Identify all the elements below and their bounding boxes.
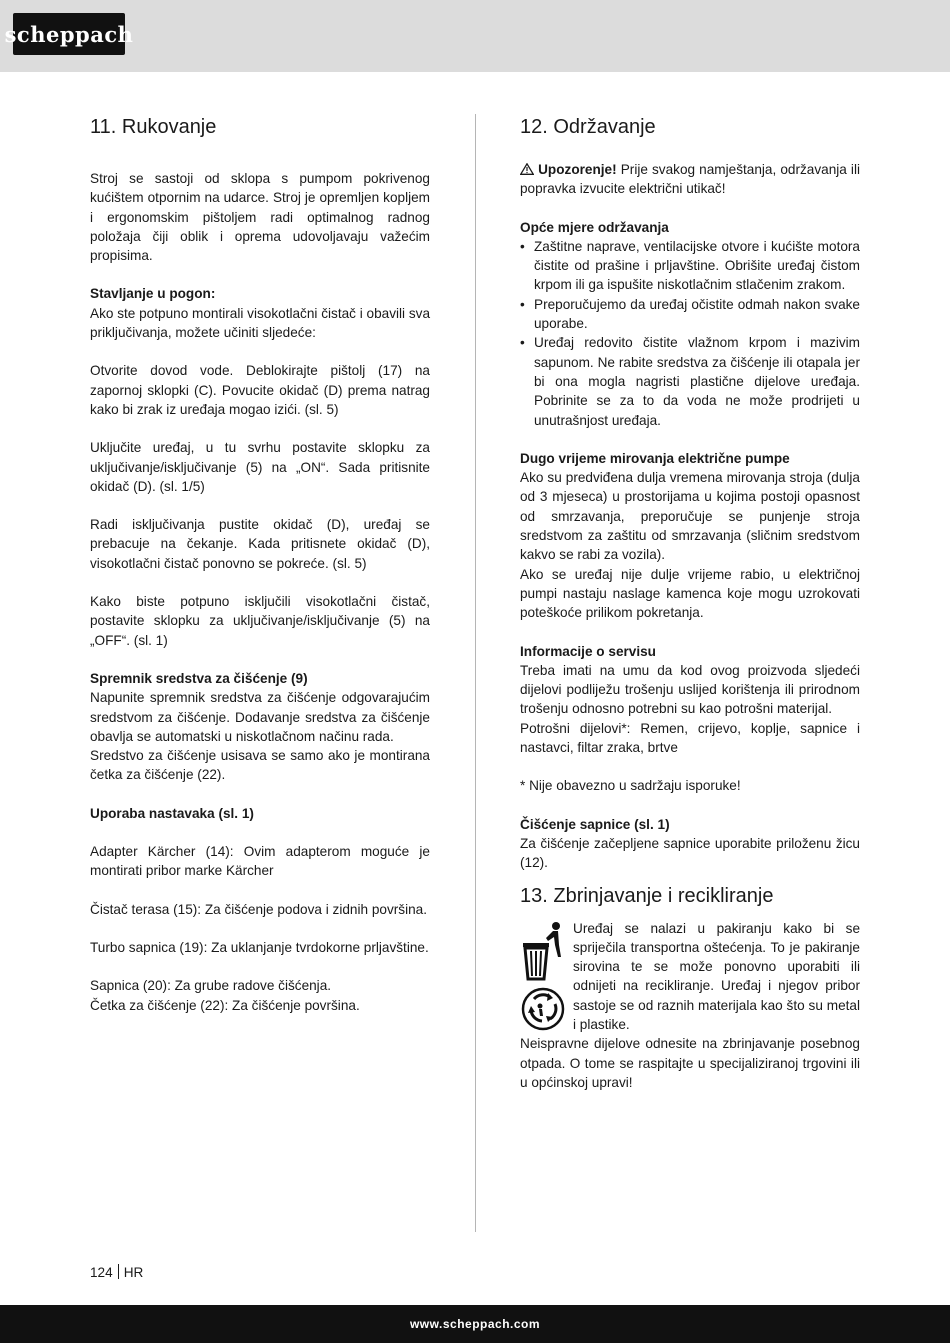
nozzle-text: Za čišćenje začepljene sapnice uporabite priloženu žicu (12). [520, 835, 860, 871]
service-text: Treba imati na umu da kod ovog proizvoda sljedeći dijelovi podliježu trošenju uslijed korištenja ili prirodnom trošenju odnosno potrebni su kao potrošni materijal. [520, 662, 860, 717]
idle-heading: Dugo vrijeme mirovanja električne pumpe [520, 450, 790, 466]
idle-text: Ako se uređaj nije dulje vrijeme rabio, u električnoj pumpi nastaju naslage kamenca koje mogu uzrokovati poteškoće prilikom pokretanja. [520, 566, 860, 621]
footnote: * Nije obavezno u sadržaju isporuke! [520, 778, 741, 794]
service-text: Potrošni dijelovi*: Remen, crijevo, koplje, sapnice i nastavci, filtar zraka, brtve [520, 720, 860, 756]
attachment-item: Sapnica (20): Za grube radove čišćenja. [90, 978, 332, 994]
step-paragraph: Kako biste potpuno isključili visokotlačni čistač, postavite sklopku za uključivanje/isključivanje (5) na „OFF“. (sl. 1) [90, 594, 430, 648]
start-text: Ako ste potpuno montirali visokotlačni čistač i obavili sva priključivanja, možete učiniti sljedeće: [90, 305, 431, 341]
page-separator [118, 1264, 119, 1279]
attachments-heading: Uporaba nastavaka (sl. 1) [90, 805, 254, 821]
tank-heading: Spremnik sredstva za čišćenje (9) [90, 670, 308, 686]
column-divider [475, 114, 476, 1232]
page-number [90, 1264, 143, 1280]
left-column [90, 114, 430, 1015]
website-link[interactable]: www.scheppach.com [409, 1317, 541, 1331]
tank-text: Napunite spremnik sredstva za čišćenje odgovarajućim sredstvom za čišćenje. Dodavanje sredstva za čišćenje obavlja se automatski u niskotlačnom načinu rada. [90, 690, 430, 744]
nozzle-heading: Čišćenje sapnice (sl. 1) [520, 816, 670, 832]
page-number-value: 124 [90, 1265, 113, 1280]
section-title-disposal: 13. Zbrinjavanje i recikliranje [520, 884, 774, 907]
language-code: HR [123, 1265, 144, 1280]
section-title-operation: 11. Rukovanje [90, 116, 217, 138]
warning-text: Prije svakog namještanja, održavanja ili popravka izvucite električni utikač! [520, 162, 860, 197]
step-paragraph: Otvorite dovod vode. Deblokirajte pištolj (17) na zapornoj sklopki (C). Povucite okidač (D) prema natrag kako bi zrak iz uređaja mogao izići. (sl. 5) [90, 363, 430, 417]
list-item: • Preporučujemo da uređaj očistite odmah nakon svake uporabe. [520, 295, 860, 334]
step-paragraph: Uključite uređaj, u tu svrhu postavite sklopku za uključivanje/isključivanje (5) na „ON“. Sada pritisnite okidač (D). (sl. 1/5) [90, 440, 430, 494]
right-column [520, 114, 860, 1092]
section-title-maintenance: 12. Održavanje [520, 116, 656, 138]
list-item: • Zaštitne naprave, ventilacijske otvore i kućište motora čistite od prašine i prljavštine. Obrišite uređaj čistom krpom ili ga ispušite niskotlačnim stlačenim zrakom. [520, 237, 860, 295]
recycle-icon [520, 986, 566, 1032]
header-bar [0, 0, 950, 72]
attachment-item: Četka za čišćenje (22): Za čišćenje površina. [90, 997, 360, 1013]
disposal-block [520, 919, 860, 1035]
disposal-icons [520, 921, 566, 1038]
disposal-text: Neispravne dijelove odnesite na zbrinjavanje posebnog otpada. O tome se raspitajte u specijaliziranoj trgovini ili u općinskoj upravi! [520, 1036, 860, 1090]
intro-paragraph: Stroj se sastoji od sklopa s pumpom pokrivenog kućištem otpornim na udarce. Stroj je opremljen kopljem i ergonomskim pištoljem radi optimalnog radnog položaja čiji oblik i oprema udovoljavaju važećim propisima. [90, 171, 430, 264]
attachment-item: Adapter Kärcher (14): Ovim adapterom moguće je montirati pribor marke Kärcher [90, 844, 430, 879]
step-paragraph: Radi isključivanja pustite okidač (D), uređaj se prebacuje na čekanje. Kada pritisnete okidač (D), visokotlačni čistač ponovno se pokreće. (sl. 5) [90, 517, 430, 571]
tank-text: Sredstvo za čišćenje usisava se samo ako je montirana četka za čišćenje (22). [90, 748, 430, 783]
warning-icon [520, 163, 534, 175]
general-maintenance-heading: Opće mjere održavanja [520, 219, 669, 235]
brand-logo: scheppach [13, 13, 125, 55]
footer-bar [0, 1305, 950, 1343]
maintenance-list [520, 237, 860, 430]
idle-text: Ako su predviđena dulja vremena mirovanja stroja (dulja od 3 mjeseca) u prostorijama u kojima postoji opasnost od smrzavanja, preporučuje se punjenje stroja sredstvom za zaštitu od smrzavanja (sličnim sredstvom kakvo se rabi za vozila). [520, 470, 860, 563]
warning-paragraph [520, 160, 860, 199]
service-heading: Informacije o servisu [520, 643, 656, 659]
attachment-item: Turbo sapnica (19): Za uklanjanje tvrdokorne prljavštine. [90, 939, 429, 955]
trash-bin-icon [520, 921, 566, 981]
start-heading: Stavljanje u pogon: [90, 286, 216, 302]
attachment-item: Čistač terasa (15): Za čišćenje podova i zidnih površina. [90, 901, 427, 917]
list-item: • Uređaj redovito čistite vlažnom krpom i mazivim sapunom. Ne rabite sredstva za čišćenje ili otapala jer bi ona mogla nagristi plastične dijelove uređaja. Pobrinite se za to da voda ne može prodrijeti u unutrašnjost uređaja. [520, 333, 860, 429]
disposal-text: Uređaj se nalazi u pakiranju kako bi se spriječila transportna oštećenja. To je pakiranje sirovina te se može ponovno uporabiti ili odnijeti na recikliranje. Uređaj i njegov pribor sastoje se od raznih materijala kao što su metal i plastike. [573, 920, 860, 1032]
warning-label: Upozorenje! [538, 162, 617, 177]
